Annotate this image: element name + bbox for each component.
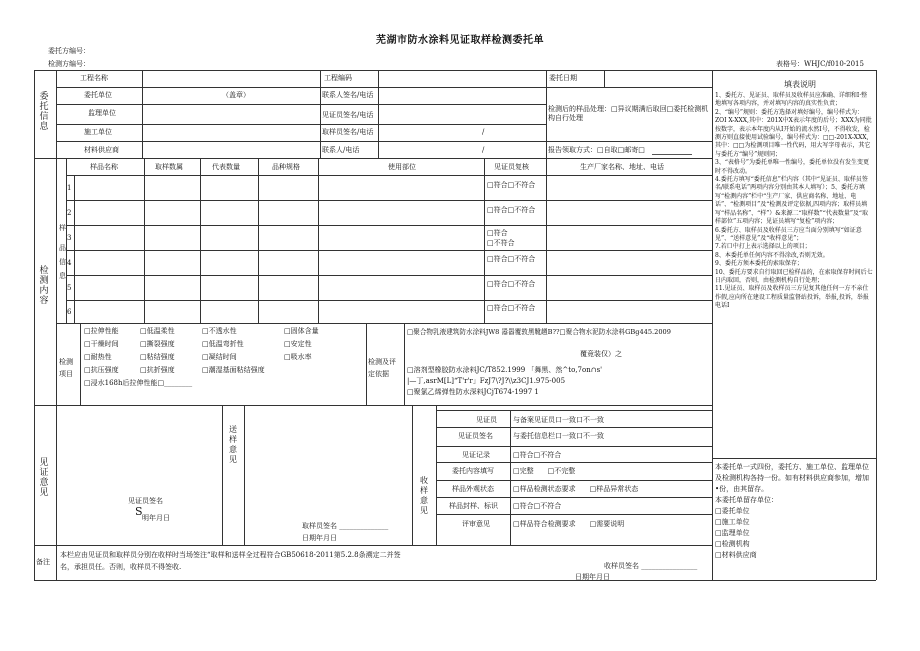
item-checkbox[interactable]: □低温弯折性: [202, 340, 244, 348]
item-checkbox[interactable]: □潮湿基面粘结强度: [202, 366, 265, 374]
copies-note: 本委托单一式四份，委托方、施工单位、监理单位及检测机构各持一份。如有材料供应商参加，增加•份，由其留存。 本委托单留存单位： □委托单位 □施工单位 □监理单位 □检测机构 □材料供应商: [715, 463, 869, 559]
contact-phone-label: 联系人/电话: [322, 146, 360, 154]
section-inspect: 检测内容: [39, 266, 49, 306]
check-label: 见证记录: [462, 451, 490, 459]
check-option[interactable]: 与备案见证员口一致口不一致: [513, 416, 604, 424]
section-remarks: 备注: [36, 558, 50, 566]
witness-date: 明年月日: [142, 514, 170, 522]
section-witness: 见证意见: [39, 458, 49, 498]
col-sample-qty: 取样数属: [155, 163, 183, 171]
check-option[interactable]: □完整 □不完整: [513, 467, 576, 475]
row-number: 2: [67, 209, 72, 217]
item-checkbox[interactable]: □吸水率: [284, 353, 312, 361]
slash-mark: /: [482, 146, 485, 154]
report-pickup: 报告领取方式：□自取□邮寄□: [548, 146, 645, 154]
recheck-option[interactable]: □符合□不符合: [487, 304, 536, 312]
client-unit-label: 委托单位: [84, 91, 112, 99]
recheck-option[interactable]: □符合□不符合: [487, 206, 536, 214]
col-recheck: 见证员复核: [494, 163, 529, 171]
basis-option[interactable]: □聚氯乙烯弹性防水深料JCjT674-1997 1: [407, 388, 539, 396]
sampler-sign-field[interactable]: 取样员签名 ______________: [302, 522, 389, 530]
basis-option: 覆竟装仅）之: [580, 350, 622, 358]
recheck-option[interactable]: □符合□不符合: [487, 280, 536, 288]
item-checkbox[interactable]: □固体含量: [284, 327, 319, 335]
instructions-heading: 填表说明: [784, 80, 816, 89]
form-no: 表格号：WHJC/f010-2015: [776, 60, 864, 68]
side-mark: 品: [59, 244, 66, 252]
check-option[interactable]: □符合□不符合: [513, 502, 562, 510]
seal-note: （盖章）: [222, 91, 250, 99]
item-checkbox[interactable]: □耐热性: [84, 353, 112, 361]
recheck-option[interactable]: □符合□不符合: [487, 181, 536, 189]
item-checkbox[interactable]: □浸水168h后拉伸性能□________: [84, 379, 193, 387]
basis-label: 检测及评定依据: [368, 358, 396, 378]
col-rep-qty: 代表数量: [212, 163, 240, 171]
contact-sign-label: 联系人签名/电话: [322, 91, 374, 99]
recheck-option[interactable]: □符合 □不符合: [487, 229, 515, 247]
builder-unit-label: 施工单位: [84, 128, 112, 136]
page-title: 芜湖市防水涂料见证取样检测委托单: [376, 35, 544, 46]
item-checkbox[interactable]: □凝结时间: [202, 353, 237, 361]
item-checkbox[interactable]: □干燥时间: [84, 340, 119, 348]
receiver-sign-field[interactable]: 收样员签名 ________________: [604, 562, 698, 570]
check-option[interactable]: □样品检测状态要求 □样品异常状态: [513, 485, 639, 493]
item-checkbox[interactable]: □抗折强度: [140, 366, 175, 374]
row-number: 1: [67, 184, 72, 192]
check-label: 见证员签名: [458, 432, 493, 440]
witness-sign-field[interactable]: 见证员签名: [128, 497, 163, 505]
check-option[interactable]: □符合□不符合: [513, 451, 562, 459]
side-mark: 息: [59, 272, 66, 280]
witness-sign-label: 见证员签名/电话: [322, 111, 374, 119]
item-checkbox[interactable]: □拉伸性能: [84, 327, 119, 335]
sample-handling: 检测后的样品处理：□异议期满后取回□委托检测机构自行处理: [548, 105, 709, 122]
project-name-label: 工程名称: [80, 74, 108, 82]
instructions-text: 1、委托方、见证员、取样员及收样员应准确、详细和Ⅰ·整地填写各项内容，并对填写内容的真实性负责； 2、“编号”规则：委托方选择对填好编号，编号样式为：ZOI X-XXX,其中：201X中X表示年度的后号；XXX为同批按数字，表示本年度内从Ⅰ开始的流水然I号，不得收发，检测方则直接使用试验编号，编号样式为：□□-201X-XXX,其中：□□为检测项目唯一性代码，用大写字母表示，其它与委托方“编号”规则同； 3、“表格号”为委托单唯一性编号，委托单位没有发生变更时不得改动。 4.委托方填写“委托信息”栏内容（其中“见证员、取样员签名/联系电话”两项内容分别由其本人填写）；5、委托方填写“检测内容”栏中“生产厂家、供应商名称、地址、电话”、“检测项目”及“检测及评定依据,四项内容；取样员填写“样品名称”、“样”）&来源二“取样数”“代表数量”及“取样部位”五项内容；见证员填写“复检”项内容； 6.委托方、取样员及收样员三方应当面分别填写“如证意见”、“送样意见”及“收样意见”； 7.若口中打上表示选择以上的项目； 8、本委托单任何内容不得涂改,否则无效。 9、委托方须本委托的索取保存； 10、委托方要求自行取回已检样品的，在索取保存时间后七日内取回，否则，由检测机构自行处理； 11.见证员、取样员及收样员三方见复其他任何一方不亲仕作假,应向所在建设工程质量监督站投诉，举报,投诉，举报电话Ⅰ: [715, 92, 873, 310]
basis-option: |—丁,asrM[L]“T'r'r」FzJ7\?J?\\z3CJ1.975-005: [407, 377, 566, 385]
check-label: 样品封样、标识: [449, 502, 498, 510]
check-label: 样品外观状态: [452, 485, 494, 493]
items-label: 检测项目: [59, 358, 73, 378]
side-mark: 信: [59, 258, 66, 266]
row-number: 3: [67, 234, 72, 242]
remarks-text: 本栏应由见证员和取样员分别在收样时当场签注“取样和送样全过程符合GB50618-2011第5.2.8条溯定二并签名，承担员任。否则，收样员不得签收.: [60, 551, 401, 571]
recheck-option[interactable]: □符合□不符合: [487, 255, 536, 263]
supplier-label: 材料供应商: [84, 146, 119, 154]
check-label: 评审意见: [462, 520, 490, 528]
sampler-date: 日期年月日: [302, 534, 337, 542]
check-label: 委托内容填写: [452, 467, 494, 475]
item-checkbox[interactable]: □抗压强度: [84, 366, 119, 374]
sample-send-label: 送样意见: [229, 425, 237, 464]
slash-mark: /: [482, 128, 485, 136]
row-number: 4: [67, 259, 72, 267]
entrust-date-label: 委托日期: [549, 74, 577, 82]
check-option[interactable]: □样品符合检测要求 □需要说明: [513, 520, 625, 528]
project-code-label: 工程编码: [324, 74, 352, 82]
signature-mark: S: [135, 505, 143, 518]
item-checkbox[interactable]: □安定性: [284, 340, 312, 348]
section-entrust: 委托信息: [39, 92, 49, 132]
basis-option[interactable]: □溶剂型橡胶防水涂料JC/T852.1999 「舞黑、然^to,7on∩s': [407, 366, 603, 374]
check-option[interactable]: 与委托信息栏口一致口不一致: [513, 432, 604, 440]
client-no-label: 委托方编号：: [48, 47, 90, 55]
item-checkbox[interactable]: □低温柔性: [140, 327, 175, 335]
col-spec: 品种规格: [272, 163, 300, 171]
item-checkbox[interactable]: □粘结强度: [140, 353, 175, 361]
row-number: 5: [67, 284, 72, 292]
side-mark: 样: [59, 224, 66, 232]
basis-option[interactable]: □聚合物乳液建筑防水涂料JW8 嚣嚣覆敦黑靴䞴B??□聚合物水泥防水涂料GBg445.2009: [407, 328, 671, 336]
col-sample-name: 样品名称: [90, 163, 118, 171]
item-checkbox[interactable]: □撕裂强度: [140, 340, 175, 348]
col-manufacturer: 生产厂家名称、地址、电话: [580, 163, 664, 171]
receiver-date: 日期年月日: [575, 573, 610, 581]
check-label: 见证员: [476, 416, 497, 424]
sampler-sign-label: 取样员签名/电话: [322, 128, 374, 136]
row-number: 6: [67, 308, 72, 316]
col-position: 使用部位: [388, 163, 416, 171]
lab-no-label: 检测方编号：: [48, 60, 90, 68]
supervisor-unit-label: 监理单位: [88, 109, 116, 117]
receive-label: 收样意见: [420, 476, 428, 515]
item-checkbox[interactable]: □不透水性: [202, 327, 237, 335]
